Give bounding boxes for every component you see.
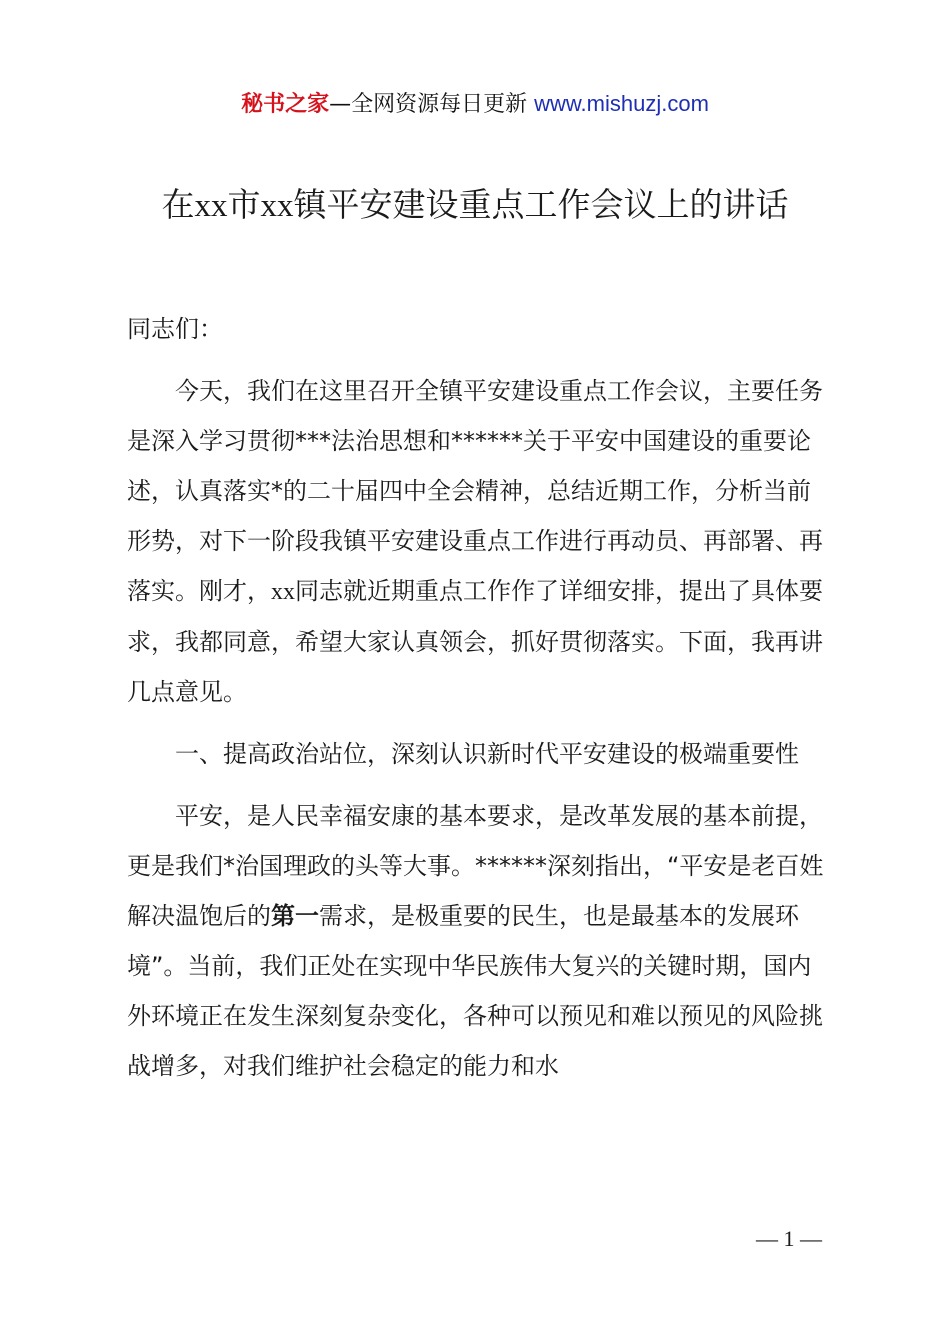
site-url-link[interactable]: www.mishuzj.com [534, 91, 709, 116]
paragraph-intro: 今天，我们在这里召开全镇平安建设重点工作会议，主要任务是深入学习贯彻***法治思想和******关于平安中国建设的重要论述，认真落实*的二十届四中全会精神，总结近期工作，分析当前形势，对下一阶段我镇平安建设重点工作进行再动员、再部署、再落实。刚才，xx同志就近期重点工作作了详细安排，提出了具体要求，我都同意，希望大家认真领会，抓好贯彻落实。下面，我再讲几点意见。 [127, 377, 823, 706]
document-title: 在xx市xx镇平安建设重点工作会议上的讲话 [161, 185, 789, 224]
salutation: 同志们： [127, 315, 223, 343]
section-heading-1: 一、提高政治站位，深刻认识新时代平安建设的极端重要性 [175, 740, 799, 768]
document-body [127, 304, 833, 1091]
header-tagline: —全网资源每日更新 [329, 92, 535, 117]
brand-name: 秘书之家 [241, 92, 330, 117]
paragraph-section-1: 平安，是人民幸福安康的基本要求，是改革发展的基本前提，更是我们*治国理政的头等大事。******深刻指出，“平安是老百姓解决温饱后的第一需求，是极重要的民生，也是最基本的发展环境”。当前，我们正处在实现中华民族伟大复兴的关键时期，国内外环境正在发生深刻复杂变化，各种可以预见和难以预见的风险挑战增多，对我们维护社会稳定的能力和水 [127, 802, 824, 1080]
page-number: — 1 — [756, 1226, 822, 1251]
site-header [0, 88, 950, 121]
